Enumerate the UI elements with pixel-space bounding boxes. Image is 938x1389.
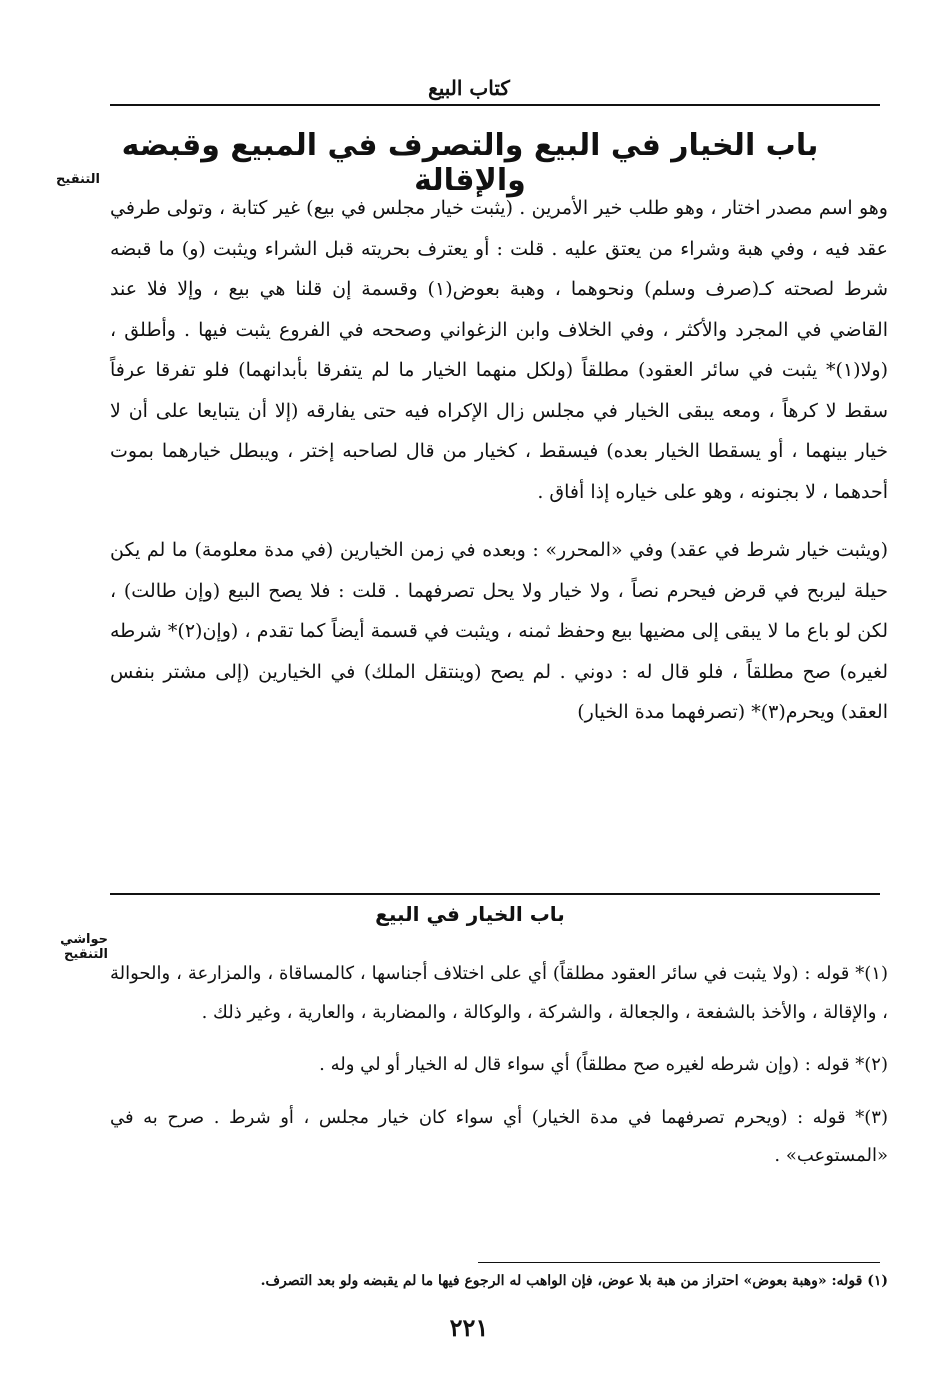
- side-label-main: التنقيح: [56, 172, 100, 187]
- chapter-title: باب الخيار في البيع والتصرف في المبيع وقبضه والإقالة: [121, 128, 819, 198]
- notes-separator-rule: [110, 893, 880, 895]
- footnote-rule: [478, 1262, 880, 1263]
- notes-text: [110, 955, 888, 1176]
- running-head: كتاب البيع: [428, 76, 510, 100]
- note-1: (١)* قوله : (ولا يثبت في سائر العقود مطلقاً) أي على اختلاف أجناسها ، كالمساقاة ، والمزارعة ، والحوالة ، والإقالة ، والأخذ بالشفعة ، والجعالة ، والشركة ، والوكالة ، والمضاربة ، والعارية ، وغير ذلك .: [110, 963, 888, 1023]
- notes-title: باب الخيار في البيع: [375, 902, 565, 926]
- main-text: [110, 188, 888, 733]
- main-paragraph-1: وهو اسم مصدر اختار ، وهو طلب خير الأمرين . (يثبت خيار مجلس في بيع) غير كتابة ، وتولى طرفي عقد فيه ، وفي هبة وشراء من يعتق عليه . قلت : أو يعترف بحريته قبل الشراء ويثبت (و) ما قبضه شرط لصحته كـ(صرف وسلم) ونحوهما ، وهبة بعوض(١) وقسمة إن قلنا هي بيع ، وإلا فلا عند القاضي في المجرد والأكثر ، وفي الخلاف وابن الزغواني وصححه في الفروع يثبت فيها . وأطلق ، (ولا(١)* يثبت في سائر العقود) مطلقاً (ولكل منهما الخيار ما لم يتفرقا بأبدانهما) فلو تفرقا عرفاً سقط لا كرهاً ، ومعه يبقى الخيار في مجلس زال الإكراه فيه حتى يفارقه (إلا أن يتبايعا على أن لا خيار بينهما ، أو يسقطا الخيار بعده) فيسقط ، كخيار من قال لصاحبه إختر ، ويبطل خيارهما بموت أحدهما ، لا بجنونه ، وهو على خياره إذا أفاق .: [110, 197, 889, 503]
- footnote: (١) قوله: «وهبة بعوض» احتراز من هبة بلا عوض، فإن الواهب له الرجوع فيها ما لم يقبضه ولو بعد التصرف.: [260, 1273, 888, 1289]
- page-number: ٢٢١: [449, 1313, 489, 1342]
- note-3: (٣)* قوله : (ويحرم تصرفهما في مدة الخيار) أي سواء كان خيار مجلس ، أو شرط . صرح به في «المستوعب» .: [110, 1106, 888, 1166]
- note-2: (٢)* قوله : (وإن شرطه لغيره صح مطلقاً) أي سواء قال له الخيار أو لي وله .: [319, 1054, 888, 1075]
- main-paragraph-2: (ويثبت خيار شرط في عقد) وفي «المحرر» : وبعده في زمن الخيارين (في مدة معلومة) ما لم يكن حيلة ليربح في قرض فيحرم نصاً ، ولا خيار ولا يحل تصرفهما . قلت : فلا يصح البيع (وإن طالت) ، لكن لو باع ما لا يبقى إلى مضيها بيع وحفظ ثمنه ، ويثبت في قسمة أيضاً كما تقدم ، (وإن(٢)* شرطه لغيره) صح مطلقاً ، فلو قال له : دوني . لم يصح (وينتقل الملك) في الخيارين (إلى مشتر بنفس العقد) ويحرم(٣)* (تصرفهما مدة الخيار): [110, 539, 888, 723]
- header-rule: [110, 104, 880, 106]
- side-label-notes: حواشي التنقيح: [60, 932, 108, 962]
